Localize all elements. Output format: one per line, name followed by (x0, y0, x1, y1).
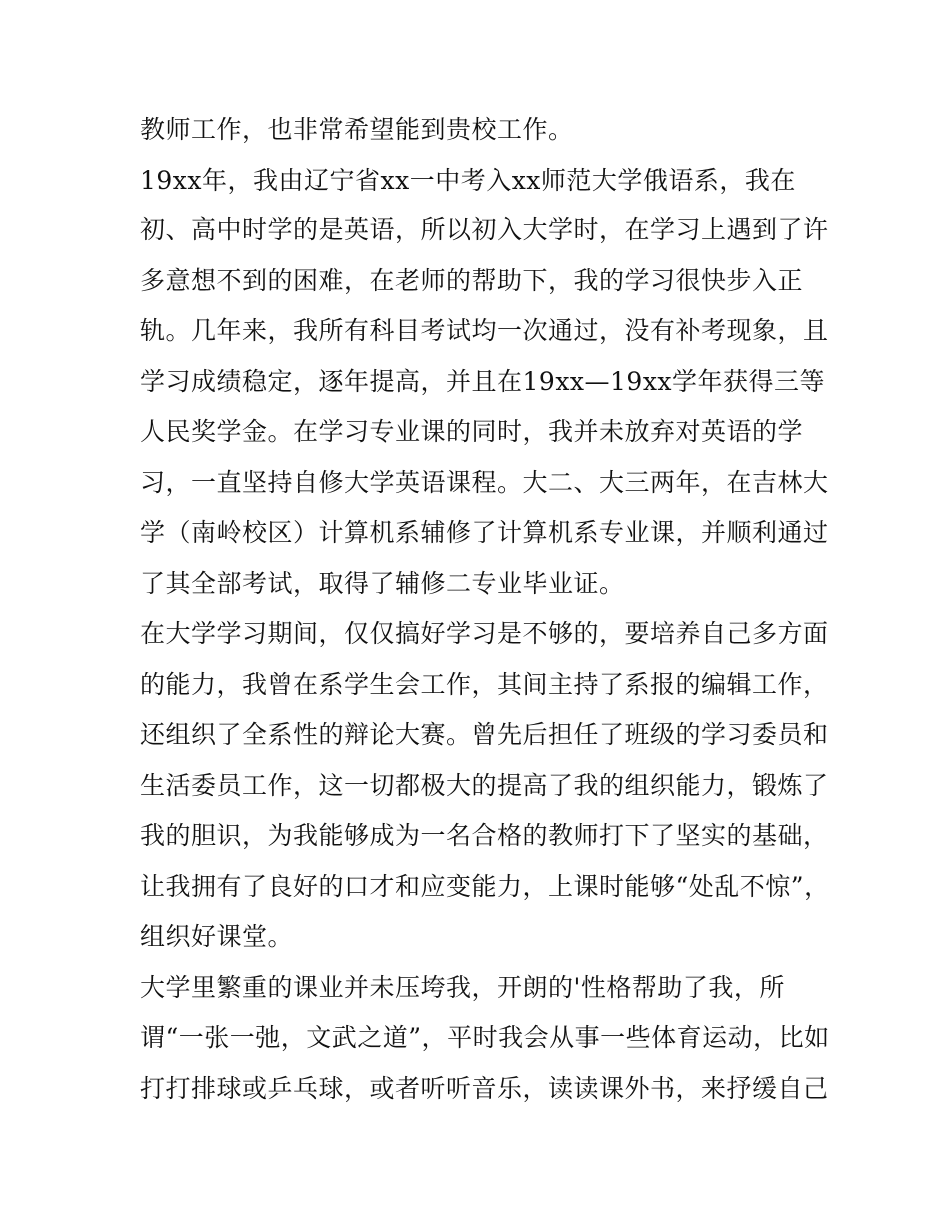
text-line: 初、高中时学的是英语，所以初入大学时，在学习上遇到了许 (140, 215, 829, 244)
text-line: 人民奖学金。在学习专业课的同时，我并未放弃对英语的学 (140, 417, 804, 446)
text-line: 让我拥有了良好的口才和应变能力，上课时能够“处乱不惊”， (140, 872, 830, 901)
text-line: 学习成绩稳定，逐年提高，并且在19xx—19xx学年获得三等 (140, 367, 826, 396)
text-line: 轨。几年来，我所有科目考试均一次通过，没有补考现象，且 (140, 316, 829, 345)
text-line: 多意想不到的困难，在老师的帮助下，我的学习很快步入正 (140, 266, 804, 295)
text-line: 学（南岭校区）计算机系辅修了计算机系专业课，并顺利通过 (140, 518, 829, 547)
text-line: 习，一直坚持自修大学英语课程。大二、大三两年，在吉林大 (140, 468, 829, 497)
text-line: 生活委员工作，这一切都极大的提高了我的组织能力，锻炼了 (140, 771, 829, 800)
text-line: 谓“一张一弛，文武之道”，平时我会从事一些体育运动，比如 (140, 1023, 830, 1052)
text-line: 教师工作，也非常希望能到贵校工作。 (140, 115, 574, 144)
text-line: 组织好课堂。 (140, 922, 294, 951)
text-line: 的能力，我曾在系学生会工作，其间主持了系报的编辑工作， (140, 670, 829, 699)
text-line: 大学里繁重的课业并未压垮我，开朗的'性格帮助了我，所 (140, 973, 785, 1002)
text-line: 我的胆识，为我能够成为一名合格的教师打下了坚实的基础， (140, 821, 829, 850)
text-line: 还组织了全系性的辩论大赛。曾先后担任了班级的学习委员和 (140, 720, 829, 749)
text-line: 打打排球或乒乓球，或者听听音乐，读读课外书，来抒缓自己 (140, 1074, 829, 1103)
text-line: 在大学学习期间，仅仅搞好学习是不够的，要培养自己多方面 (140, 619, 829, 648)
text-line: 了其全部考试，取得了辅修二专业毕业证。 (140, 569, 625, 598)
text-line: 19xx年，我由辽宁省xx一中考入xx师范大学俄语系，我在 (140, 166, 796, 195)
